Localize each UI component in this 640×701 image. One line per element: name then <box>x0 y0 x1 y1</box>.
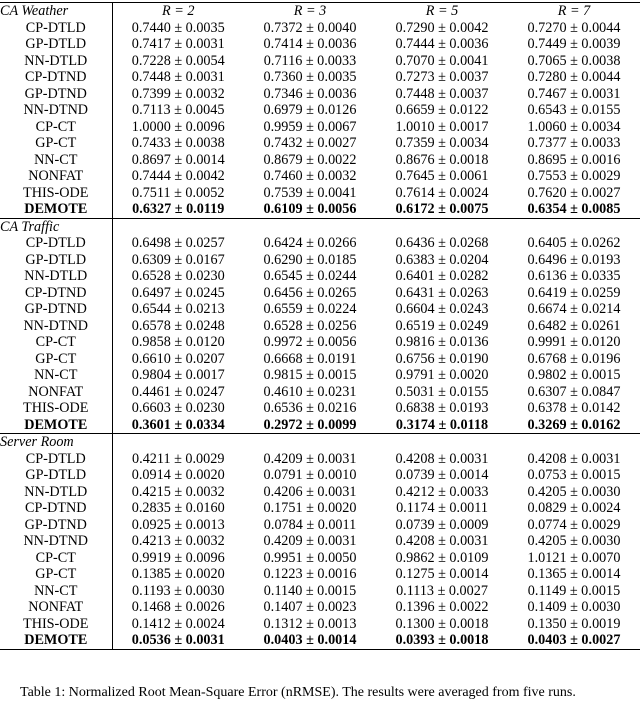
section-header-row <box>0 434 640 451</box>
value-cell: 0.1140 ± 0.0015 <box>263 582 357 599</box>
method-name: THIS-ODE <box>23 400 89 416</box>
method-name: CP-DTLD <box>25 235 86 251</box>
value-cell: 0.7432 ± 0.0027 <box>263 135 357 151</box>
column-header: R = 5 <box>376 3 508 20</box>
table-row <box>0 301 640 318</box>
method-name: DEMOTE <box>0 632 112 649</box>
method-name: GP-DTND <box>24 85 87 102</box>
value-cell: 0.9791 ± 0.0020 <box>395 367 489 383</box>
value-cell: 0.7444 ± 0.0042 <box>112 168 244 185</box>
value-cell: 0.1365 ± 0.0014 <box>527 566 621 582</box>
value-cell: 0.6536 ± 0.0216 <box>263 400 357 416</box>
column-header <box>112 434 244 451</box>
value-cell: 0.7433 ± 0.0038 <box>112 135 244 152</box>
method-name: CP-DTLD <box>25 19 86 36</box>
value-cell: 0.6498 ± 0.0257 <box>112 235 244 252</box>
value-cell: 0.0791 ± 0.0010 <box>263 467 357 483</box>
value-cell: 0.4461 ± 0.0247 <box>112 384 244 401</box>
value-cell: 0.6519 ± 0.0249 <box>395 317 489 334</box>
value-cell: 0.7372 ± 0.0040 <box>263 19 357 36</box>
value-cell: 0.8695 ± 0.0016 <box>527 151 621 168</box>
method-name: GP-DTLD <box>25 251 87 268</box>
value-cell: 0.1751 ± 0.0020 <box>263 500 357 516</box>
value-cell: 0.9858 ± 0.0120 <box>112 334 244 351</box>
value-cell: 0.1385 ± 0.0020 <box>112 566 244 583</box>
value-cell: 0.9951 ± 0.0050 <box>263 549 357 566</box>
method-name: CP-DTND <box>25 69 87 85</box>
value-cell: 0.1300 ± 0.0018 <box>395 615 489 632</box>
value-cell: 1.0060 ± 0.0034 <box>527 118 621 135</box>
column-header <box>508 218 640 235</box>
method-name: NN-DTLD <box>24 52 88 69</box>
table-row <box>0 53 640 70</box>
table-row <box>0 351 640 368</box>
value-cell: 0.9991 ± 0.0120 <box>527 334 621 350</box>
value-cell: 0.7270 ± 0.0044 <box>527 19 621 36</box>
value-cell: 0.3601 ± 0.0334 <box>112 417 244 434</box>
column-header <box>376 434 508 451</box>
value-cell: 0.7645 ± 0.0061 <box>395 168 489 184</box>
value-cell: 0.6659 ± 0.0122 <box>395 102 489 118</box>
value-cell: 0.7460 ± 0.0032 <box>263 168 357 184</box>
value-cell: 0.4209 ± 0.0031 <box>263 533 357 549</box>
table-row <box>0 417 640 434</box>
value-cell: 0.4205 ± 0.0030 <box>527 533 621 549</box>
value-cell: 0.6401 ± 0.0282 <box>395 268 489 284</box>
value-cell: 1.0121 ± 0.0070 <box>527 549 621 566</box>
column-header: R = 3 <box>244 3 376 20</box>
table-row <box>0 334 640 351</box>
method-name: CP-DTND <box>25 500 87 516</box>
column-header <box>244 218 376 235</box>
value-cell: 1.0010 ± 0.0017 <box>395 118 489 135</box>
table-row <box>0 616 640 633</box>
column-header: R = 7 <box>508 3 640 20</box>
value-cell: 0.4610 ± 0.0231 <box>263 383 357 400</box>
method-name: GP-DTLD <box>25 467 87 483</box>
table-row <box>0 632 640 649</box>
value-cell: 0.9919 ± 0.0096 <box>112 550 244 567</box>
value-cell: 0.4215 ± 0.0032 <box>112 484 244 501</box>
value-cell: 0.7417 ± 0.0031 <box>112 36 244 53</box>
value-cell: 0.7070 ± 0.0041 <box>395 52 489 69</box>
value-cell: 0.7444 ± 0.0036 <box>395 36 489 52</box>
value-cell: 0.7280 ± 0.0044 <box>527 69 621 85</box>
table-body <box>0 3 640 650</box>
value-cell: 0.7449 ± 0.0039 <box>527 36 621 52</box>
value-cell: 0.6838 ± 0.0193 <box>395 400 489 416</box>
method-name: NONFAT <box>28 168 84 184</box>
value-cell: 0.6578 ± 0.0248 <box>112 318 244 335</box>
table-row <box>0 599 640 616</box>
value-cell: 0.6756 ± 0.0190 <box>395 350 489 367</box>
value-cell: 0.6436 ± 0.0268 <box>395 235 489 251</box>
table-row <box>0 451 640 468</box>
value-cell: 0.3174 ± 0.0118 <box>395 416 489 433</box>
value-cell: 0.1275 ± 0.0014 <box>395 566 489 582</box>
section-header-row <box>0 3 640 20</box>
value-cell: 0.7360 ± 0.0035 <box>263 69 357 85</box>
value-cell: 0.6136 ± 0.0335 <box>527 268 621 284</box>
table-row <box>0 36 640 53</box>
value-cell: 0.7228 ± 0.0054 <box>112 53 244 70</box>
value-cell: 0.7467 ± 0.0031 <box>527 85 621 102</box>
method-name: DEMOTE <box>24 201 88 217</box>
value-cell: 0.4208 ± 0.0031 <box>395 450 489 467</box>
table-row <box>0 517 640 534</box>
table-row <box>0 152 640 169</box>
value-cell: 0.0403 ± 0.0014 <box>244 632 376 649</box>
table-row <box>0 252 640 269</box>
table-row <box>0 384 640 401</box>
method-name: GP-CT <box>35 135 77 151</box>
value-cell: 0.9816 ± 0.0136 <box>395 334 489 350</box>
value-cell: 0.6559 ± 0.0224 <box>263 301 357 317</box>
value-cell: 0.7399 ± 0.0032 <box>112 86 244 103</box>
value-cell: 0.1149 ± 0.0015 <box>527 582 621 599</box>
value-cell: 0.6544 ± 0.0213 <box>112 301 244 318</box>
table-row <box>0 583 640 600</box>
method-name: GP-DTND <box>24 516 87 533</box>
value-cell: 0.6383 ± 0.0204 <box>395 251 489 268</box>
value-cell: 0.0739 ± 0.0009 <box>395 516 489 533</box>
method-name: GP-DTLD <box>25 36 87 52</box>
value-cell: 0.7620 ± 0.0027 <box>527 184 621 201</box>
value-cell: 0.0753 ± 0.0015 <box>527 467 621 483</box>
value-cell: 0.0925 ± 0.0013 <box>112 517 244 534</box>
table-row <box>0 235 640 252</box>
method-name: CP-DTND <box>25 284 87 301</box>
value-cell: 0.7116 ± 0.0033 <box>263 52 357 69</box>
value-cell: 0.0403 ± 0.0027 <box>508 632 640 649</box>
method-name: THIS-ODE <box>23 184 89 201</box>
table-row <box>0 135 640 152</box>
column-header <box>508 434 640 451</box>
value-cell: 0.1407 ± 0.0023 <box>263 599 357 615</box>
value-cell: 0.6979 ± 0.0126 <box>263 102 357 118</box>
value-cell: 0.1468 ± 0.0026 <box>112 599 244 616</box>
column-header <box>376 218 508 235</box>
method-name: NN-DTLD <box>24 268 88 284</box>
value-cell: 0.7346 ± 0.0036 <box>263 85 357 102</box>
method-name: GP-CT <box>35 350 77 367</box>
method-name: NN-DTND <box>23 533 89 549</box>
value-cell: 0.6172 ± 0.0075 <box>395 201 489 217</box>
value-cell: 0.6674 ± 0.0214 <box>527 301 621 317</box>
value-cell: 0.0536 ± 0.0031 <box>112 632 244 649</box>
value-cell: 0.4209 ± 0.0031 <box>263 450 357 467</box>
value-cell: 0.6545 ± 0.0244 <box>263 268 357 284</box>
method-name: GP-DTND <box>24 301 87 317</box>
value-cell: 0.6405 ± 0.0262 <box>527 235 621 251</box>
value-cell: 0.6354 ± 0.0085 <box>527 201 621 217</box>
value-cell: 0.8676 ± 0.0018 <box>395 151 489 168</box>
table-row <box>0 400 640 417</box>
table-row <box>0 367 640 384</box>
value-cell: 0.7440 ± 0.0035 <box>112 20 244 37</box>
value-cell: 0.7377 ± 0.0033 <box>527 135 621 151</box>
value-cell: 0.6290 ± 0.0185 <box>263 251 357 268</box>
value-cell: 0.7065 ± 0.0038 <box>527 52 621 69</box>
value-cell: 0.9972 ± 0.0056 <box>263 334 357 350</box>
value-cell: 0.6378 ± 0.0142 <box>527 400 621 416</box>
value-cell: 0.6419 ± 0.0259 <box>527 284 621 301</box>
value-cell: 0.7290 ± 0.0042 <box>395 19 489 36</box>
table-row <box>0 119 640 136</box>
method-name: CP-DTLD <box>25 450 86 467</box>
value-cell: 0.7448 ± 0.0031 <box>112 69 244 86</box>
value-cell: 0.3269 ± 0.0162 <box>527 416 621 433</box>
method-name: GP-CT <box>35 566 77 582</box>
value-cell: 0.9862 ± 0.0109 <box>395 549 489 566</box>
method-name: DEMOTE <box>24 416 88 433</box>
value-cell: 0.6307 ± 0.0847 <box>527 383 621 400</box>
method-name: THIS-ODE <box>23 615 89 632</box>
value-cell: 0.4205 ± 0.0030 <box>527 483 621 500</box>
value-cell: 0.9815 ± 0.0015 <box>263 367 357 383</box>
value-cell: 0.9959 ± 0.0067 <box>263 118 357 135</box>
column-header <box>112 218 244 235</box>
value-cell: 0.0784 ± 0.0011 <box>263 516 357 533</box>
value-cell: 0.1412 ± 0.0024 <box>112 616 244 633</box>
method-name: NN-DTLD <box>24 483 88 500</box>
method-name: CP-CT <box>35 549 76 566</box>
table-row <box>0 20 640 37</box>
value-cell: 0.7614 ± 0.0024 <box>395 184 489 201</box>
table-row <box>0 102 640 119</box>
table-row <box>0 550 640 567</box>
value-cell: 0.6603 ± 0.0230 <box>112 400 244 417</box>
table-caption: Table 1: Normalized Root Mean-Square Error (nRMSE). The results were averaged from five runs. <box>20 685 576 700</box>
column-header: R = 2 <box>112 3 244 20</box>
value-cell: 0.4206 ± 0.0031 <box>263 483 357 500</box>
value-cell: 0.6528 ± 0.0256 <box>263 317 357 334</box>
value-cell: 0.7539 ± 0.0041 <box>263 184 357 201</box>
method-name: NN-CT <box>34 582 78 599</box>
table-row <box>0 566 640 583</box>
value-cell: 0.7273 ± 0.0037 <box>395 69 489 85</box>
value-cell: 0.4212 ± 0.0033 <box>395 483 489 500</box>
value-cell: 0.6482 ± 0.0261 <box>527 317 621 334</box>
value-cell: 0.4208 ± 0.0031 <box>527 450 621 467</box>
section-name: CA Weather <box>0 3 112 20</box>
value-cell: 0.6604 ± 0.0243 <box>395 301 489 317</box>
value-cell: 0.1193 ± 0.0030 <box>112 583 244 600</box>
method-name: NN-DTND <box>23 102 89 118</box>
table-row <box>0 201 640 218</box>
method-name: NN-DTND <box>23 317 89 334</box>
value-cell: 0.1223 ± 0.0016 <box>263 566 357 582</box>
value-cell: 0.7511 ± 0.0052 <box>112 185 244 202</box>
table-row <box>0 268 640 285</box>
value-cell: 0.7113 ± 0.0045 <box>112 102 244 119</box>
value-cell: 0.2972 ± 0.0099 <box>263 416 357 433</box>
value-cell: 0.6456 ± 0.0265 <box>263 284 357 301</box>
value-cell: 0.7448 ± 0.0037 <box>395 85 489 102</box>
value-cell: 0.2835 ± 0.0160 <box>112 500 244 517</box>
method-name: NONFAT <box>28 383 84 400</box>
value-cell: 0.6309 ± 0.0167 <box>112 252 244 269</box>
method-name: CP-CT <box>35 118 76 135</box>
value-cell: 0.0774 ± 0.0029 <box>527 516 621 533</box>
value-cell: 0.6327 ± 0.0119 <box>112 201 244 218</box>
value-cell: 0.4208 ± 0.0031 <box>395 533 489 549</box>
value-cell: 0.6496 ± 0.0193 <box>527 251 621 268</box>
method-name: NN-CT <box>34 367 78 383</box>
value-cell: 0.9804 ± 0.0017 <box>112 367 244 384</box>
table-row <box>0 533 640 550</box>
section-name: Server Room <box>0 434 112 451</box>
value-cell: 0.6424 ± 0.0266 <box>263 235 357 251</box>
value-cell: 0.1409 ± 0.0030 <box>527 599 621 615</box>
value-cell: 0.0914 ± 0.0020 <box>112 467 244 484</box>
value-cell: 0.6497 ± 0.0245 <box>112 285 244 302</box>
method-name: NONFAT <box>28 599 84 615</box>
value-cell: 0.6543 ± 0.0155 <box>527 102 621 118</box>
value-cell: 0.5031 ± 0.0155 <box>395 383 489 400</box>
results-table <box>0 2 640 650</box>
value-cell: 0.6109 ± 0.0056 <box>263 201 357 217</box>
table-row <box>0 86 640 103</box>
table-row <box>0 467 640 484</box>
value-cell: 0.1396 ± 0.0022 <box>395 599 489 615</box>
table-row <box>0 484 640 501</box>
value-cell: 0.1113 ± 0.0027 <box>396 582 488 599</box>
value-cell: 0.8679 ± 0.0022 <box>263 151 357 168</box>
table-row <box>0 318 640 335</box>
section-name: CA Traffic <box>0 218 112 235</box>
value-cell: 0.0393 ± 0.0018 <box>376 632 508 649</box>
value-cell: 0.7553 ± 0.0029 <box>527 168 621 184</box>
table-row <box>0 500 640 517</box>
table-row <box>0 69 640 86</box>
method-name: NN-CT <box>34 151 78 168</box>
value-cell: 0.0829 ± 0.0024 <box>527 500 621 516</box>
value-cell: 0.1312 ± 0.0013 <box>263 615 357 632</box>
value-cell: 0.7359 ± 0.0034 <box>395 135 489 151</box>
value-cell: 0.6610 ± 0.0207 <box>112 351 244 368</box>
value-cell: 0.8697 ± 0.0014 <box>112 152 244 169</box>
table-row <box>0 285 640 302</box>
method-name: CP-CT <box>35 334 76 350</box>
value-cell: 0.9802 ± 0.0015 <box>527 367 621 383</box>
value-cell: 0.4213 ± 0.0032 <box>112 533 244 550</box>
section-header-row <box>0 218 640 235</box>
value-cell: 0.6528 ± 0.0230 <box>112 268 244 285</box>
value-cell: 0.7414 ± 0.0036 <box>263 36 357 52</box>
value-cell: 0.1174 ± 0.0011 <box>396 500 488 516</box>
value-cell: 0.6431 ± 0.0263 <box>395 284 489 301</box>
value-cell: 1.0000 ± 0.0096 <box>112 119 244 136</box>
table-row <box>0 185 640 202</box>
value-cell: 0.4211 ± 0.0029 <box>112 451 244 468</box>
column-header <box>244 434 376 451</box>
value-cell: 0.1350 ± 0.0019 <box>527 615 621 632</box>
table-row <box>0 168 640 185</box>
value-cell: 0.0739 ± 0.0014 <box>395 467 489 483</box>
value-cell: 0.6668 ± 0.0191 <box>263 350 357 367</box>
value-cell: 0.6768 ± 0.0196 <box>527 350 621 367</box>
